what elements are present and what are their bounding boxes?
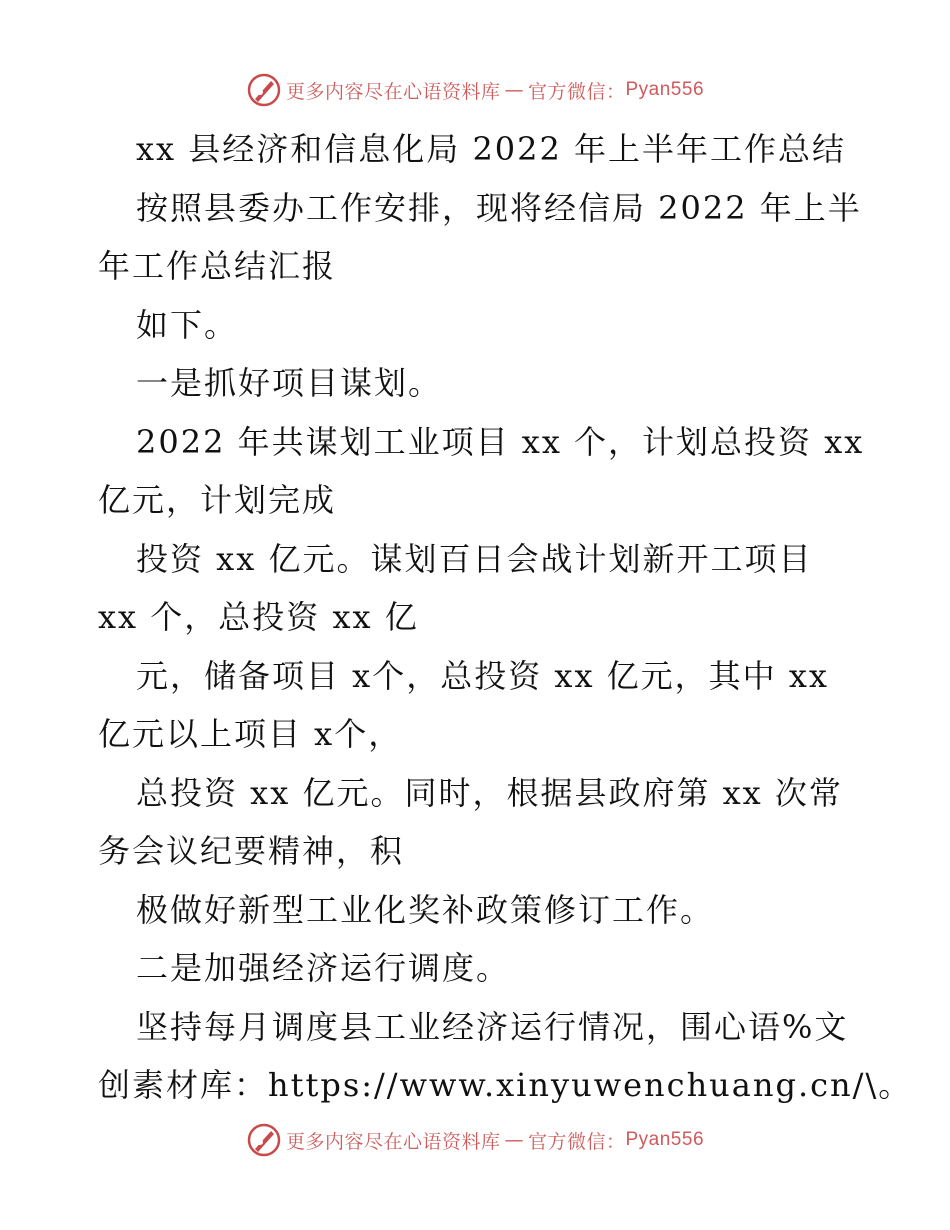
text-line: xx 个，总投资 xx 亿 — [98, 598, 419, 636]
watermark-dash: — — [504, 79, 524, 101]
watermark-wechat-id: Pyan556 — [625, 79, 705, 100]
watermark-wechat-id: Pyan556 — [625, 1129, 705, 1150]
header-watermark — [0, 70, 950, 110]
watermark-text: 更多内容尽在心语资料库 — [285, 80, 501, 103]
text-line: 2022 年共谋划工业项目 xx 个，计划总投资 xx — [136, 422, 865, 461]
watermark-wechat-label: 官方微信： — [527, 1130, 626, 1153]
document-body — [98, 120, 913, 1115]
text-line: 创素材库：https://www.xinyuwenchuang.cn/\。 — [98, 1066, 913, 1104]
text-line: 年工作总结汇报 — [98, 247, 337, 285]
text-line: 总投资 xx 亿元。同时，根据县政府第 xx 次常 — [136, 773, 843, 812]
text-line: 元，储备项目 x个，总投资 xx 亿元，其中 xx — [136, 656, 829, 695]
text-line: 投资 xx 亿元。谋划百日会战计划新开工项目 — [136, 539, 813, 578]
watermark-wechat-label: 官方微信： — [527, 80, 626, 103]
text-line: 一是抓好项目谋划。 — [136, 364, 443, 402]
pen-logo-icon — [246, 72, 282, 108]
text-line: 坚持每月调度县工业经济运行情况，围心语%文 — [136, 1007, 849, 1046]
text-line: 极做好新型工业化奖补政策修订工作。 — [136, 890, 715, 929]
watermark-text: 更多内容尽在心语资料库 — [285, 1130, 501, 1153]
text-line: 按照县委办工作安排，现将经信局 2022 年上半 — [136, 188, 862, 227]
text-line: 务会议纪要精神，积 — [98, 832, 405, 870]
text-line: 二是加强经济运行调度。 — [136, 949, 511, 987]
watermark-dash: — — [504, 1129, 524, 1151]
pen-logo-icon — [246, 1122, 282, 1158]
text-line: 如下。 — [136, 305, 239, 344]
text-line: xx 县经济和信息化局 2022 年上半年工作总结 — [136, 130, 847, 168]
text-line: 亿元，计划完成 — [98, 481, 337, 519]
text-line: 亿元以上项目 x个， — [98, 715, 403, 753]
footer-watermark — [0, 1120, 950, 1160]
